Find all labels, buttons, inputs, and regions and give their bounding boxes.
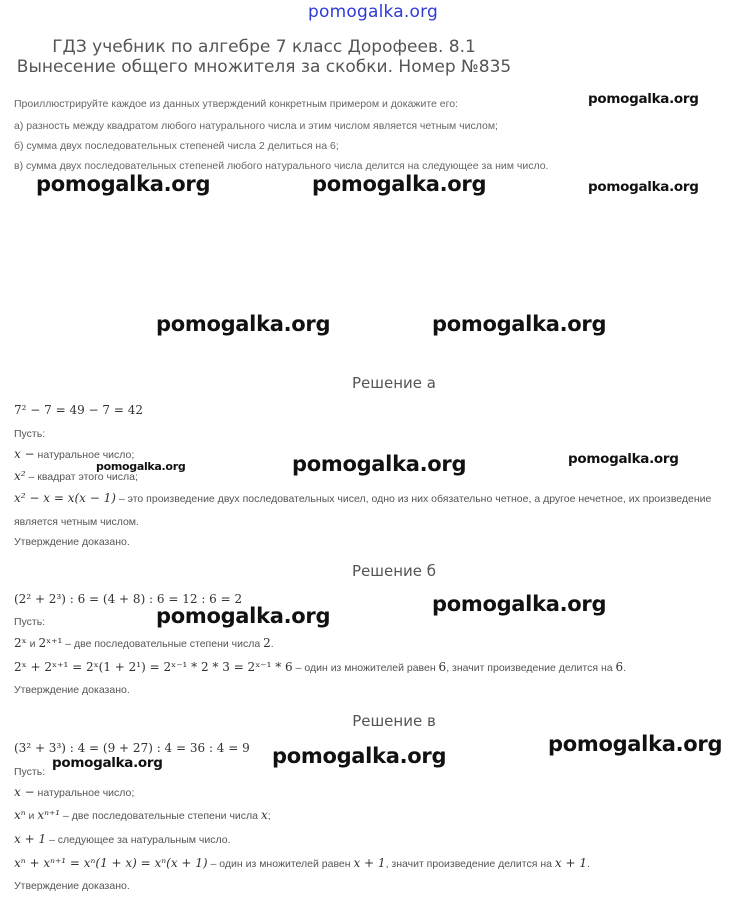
solution-c-example bbox=[14, 741, 250, 755]
math-expression: x² bbox=[14, 469, 26, 483]
math-expression: x bbox=[260, 808, 268, 822]
math-expression: 6 bbox=[438, 660, 447, 674]
watermark: pomogalka.org bbox=[36, 172, 211, 196]
watermark: pomogalka.org bbox=[96, 460, 186, 473]
text-segment: и bbox=[25, 810, 38, 822]
text-segment: – это произведение двух последовательных чисел, одно из них обязательно четное, а другое нечетное, их произведение является четным числом. bbox=[14, 493, 712, 528]
solution-a-proved: Утверждение доказано. bbox=[14, 536, 130, 548]
math-expression: xⁿ⁺¹ bbox=[37, 808, 61, 822]
text-segment: натуральное число; bbox=[34, 449, 135, 461]
solution-a-line-1 bbox=[14, 447, 134, 461]
solution-b-proved: Утверждение доказано. bbox=[14, 684, 130, 696]
task-item-a: а) разность между квадратом любого натурального числа и этим числом является четным числом; bbox=[14, 120, 498, 132]
watermark: pomogalka.org bbox=[52, 755, 163, 771]
text-segment: , значит произведение делится на bbox=[446, 662, 616, 674]
solution-b-line-1 bbox=[14, 636, 274, 650]
math-expression: 2ˣ⁺¹ bbox=[38, 636, 63, 650]
math-expression: x + 1 bbox=[353, 856, 386, 870]
solution-a-let: Пусть: bbox=[14, 428, 46, 440]
text-segment: и bbox=[26, 638, 39, 650]
watermark: pomogalka.org bbox=[588, 91, 699, 107]
text-segment: натуральное число; bbox=[34, 787, 135, 799]
solution-c-let: Пусть: bbox=[14, 766, 46, 778]
solution-c-line-2 bbox=[14, 808, 271, 822]
math-expression: (3² + 3³) : 4 = (9 + 27) : 4 = 36 : 4 = 9 bbox=[14, 741, 250, 755]
solution-a-line-3 bbox=[14, 487, 734, 534]
watermark: pomogalka.org bbox=[548, 732, 723, 756]
text-segment: , значит произведение делится на bbox=[385, 858, 555, 870]
text-segment: – один из множителей равен bbox=[207, 858, 354, 870]
watermark: pomogalka.org bbox=[156, 312, 331, 336]
text-segment: – две последовательные степени числа bbox=[60, 810, 261, 822]
math-expression: 2 bbox=[263, 636, 271, 650]
solution-c-heading: Решение в bbox=[352, 712, 436, 730]
solution-c-line-4 bbox=[14, 856, 590, 870]
math-expression: x + 1 bbox=[14, 832, 47, 846]
math-expression: 7² − 7 = 49 − 7 = 42 bbox=[14, 403, 143, 417]
math-expression: 6 bbox=[615, 660, 624, 674]
text-segment: . bbox=[586, 858, 590, 870]
site-link[interactable]: pomogalka.org bbox=[308, 2, 438, 22]
solution-a-line-2 bbox=[14, 469, 138, 483]
watermark: pomogalka.org bbox=[432, 312, 607, 336]
watermark: pomogalka.org bbox=[156, 604, 331, 628]
solution-c-line-3 bbox=[14, 832, 231, 846]
solution-b-line-2 bbox=[14, 660, 626, 674]
math-expression: 2ˣ + 2ˣ⁺¹ = 2ˣ(1 + 2¹) = 2ˣ⁻¹ * 2 * 3 = 2ˣ⁻¹ * 6 bbox=[14, 660, 293, 674]
text-segment: – следующее за натуральным число. bbox=[46, 834, 231, 846]
watermark: pomogalka.org bbox=[432, 592, 607, 616]
solution-a-example bbox=[14, 403, 143, 417]
watermark: pomogalka.org bbox=[292, 452, 467, 476]
math-expression: x + 1 bbox=[554, 856, 587, 870]
solution-c-proved: Утверждение доказано. bbox=[14, 880, 130, 892]
text-segment: . bbox=[623, 662, 627, 674]
solution-a-heading: Решение а bbox=[352, 374, 436, 392]
text-segment: – квадрат этого числа; bbox=[25, 471, 138, 483]
text-segment: ; bbox=[267, 810, 271, 822]
text-segment: . bbox=[270, 638, 274, 650]
math-expression: (2² + 2³) : 6 = (4 + 8) : 6 = 12 : 6 = 2 bbox=[14, 592, 243, 606]
solution-b-let: Пусть: bbox=[14, 616, 46, 628]
text-segment: – две последовательные степени числа bbox=[62, 638, 264, 650]
solution-c-line-1 bbox=[14, 785, 134, 799]
watermark: pomogalka.org bbox=[312, 172, 487, 196]
task-item-b: б) сумма двух последовательных степеней числа 2 делиться на 6; bbox=[14, 140, 339, 152]
task-intro: Проиллюстрируйте каждое из данных утверждений конкретным примером и докажите его: bbox=[14, 98, 458, 110]
page-title: ГДЗ учебник по алгебре 7 класс Дорофеев. 8.1 Вынесение общего множителя за скобки. Номер №835 bbox=[16, 37, 512, 77]
text-segment: – один из множителей равен bbox=[292, 662, 439, 674]
math-expression: 2ˣ bbox=[14, 636, 27, 650]
math-expression: xⁿ + xⁿ⁺¹ = xⁿ(1 + x) = xⁿ(x + 1) bbox=[14, 856, 208, 870]
watermark: pomogalka.org bbox=[568, 451, 679, 467]
math-expression: x − bbox=[14, 785, 35, 799]
solution-b-example bbox=[14, 592, 242, 606]
task-item-c: в) сумма двух последовательных степеней любого натурального числа делится на следующее за ним число. bbox=[14, 160, 549, 172]
watermark: pomogalka.org bbox=[588, 179, 699, 195]
math-expression: xⁿ bbox=[14, 808, 26, 822]
solution-b-heading: Решение б bbox=[351, 562, 437, 580]
math-expression: x − bbox=[14, 447, 35, 461]
math-expression: x² − x = x(x − 1) bbox=[14, 491, 116, 505]
watermark: pomogalka.org bbox=[272, 744, 447, 768]
